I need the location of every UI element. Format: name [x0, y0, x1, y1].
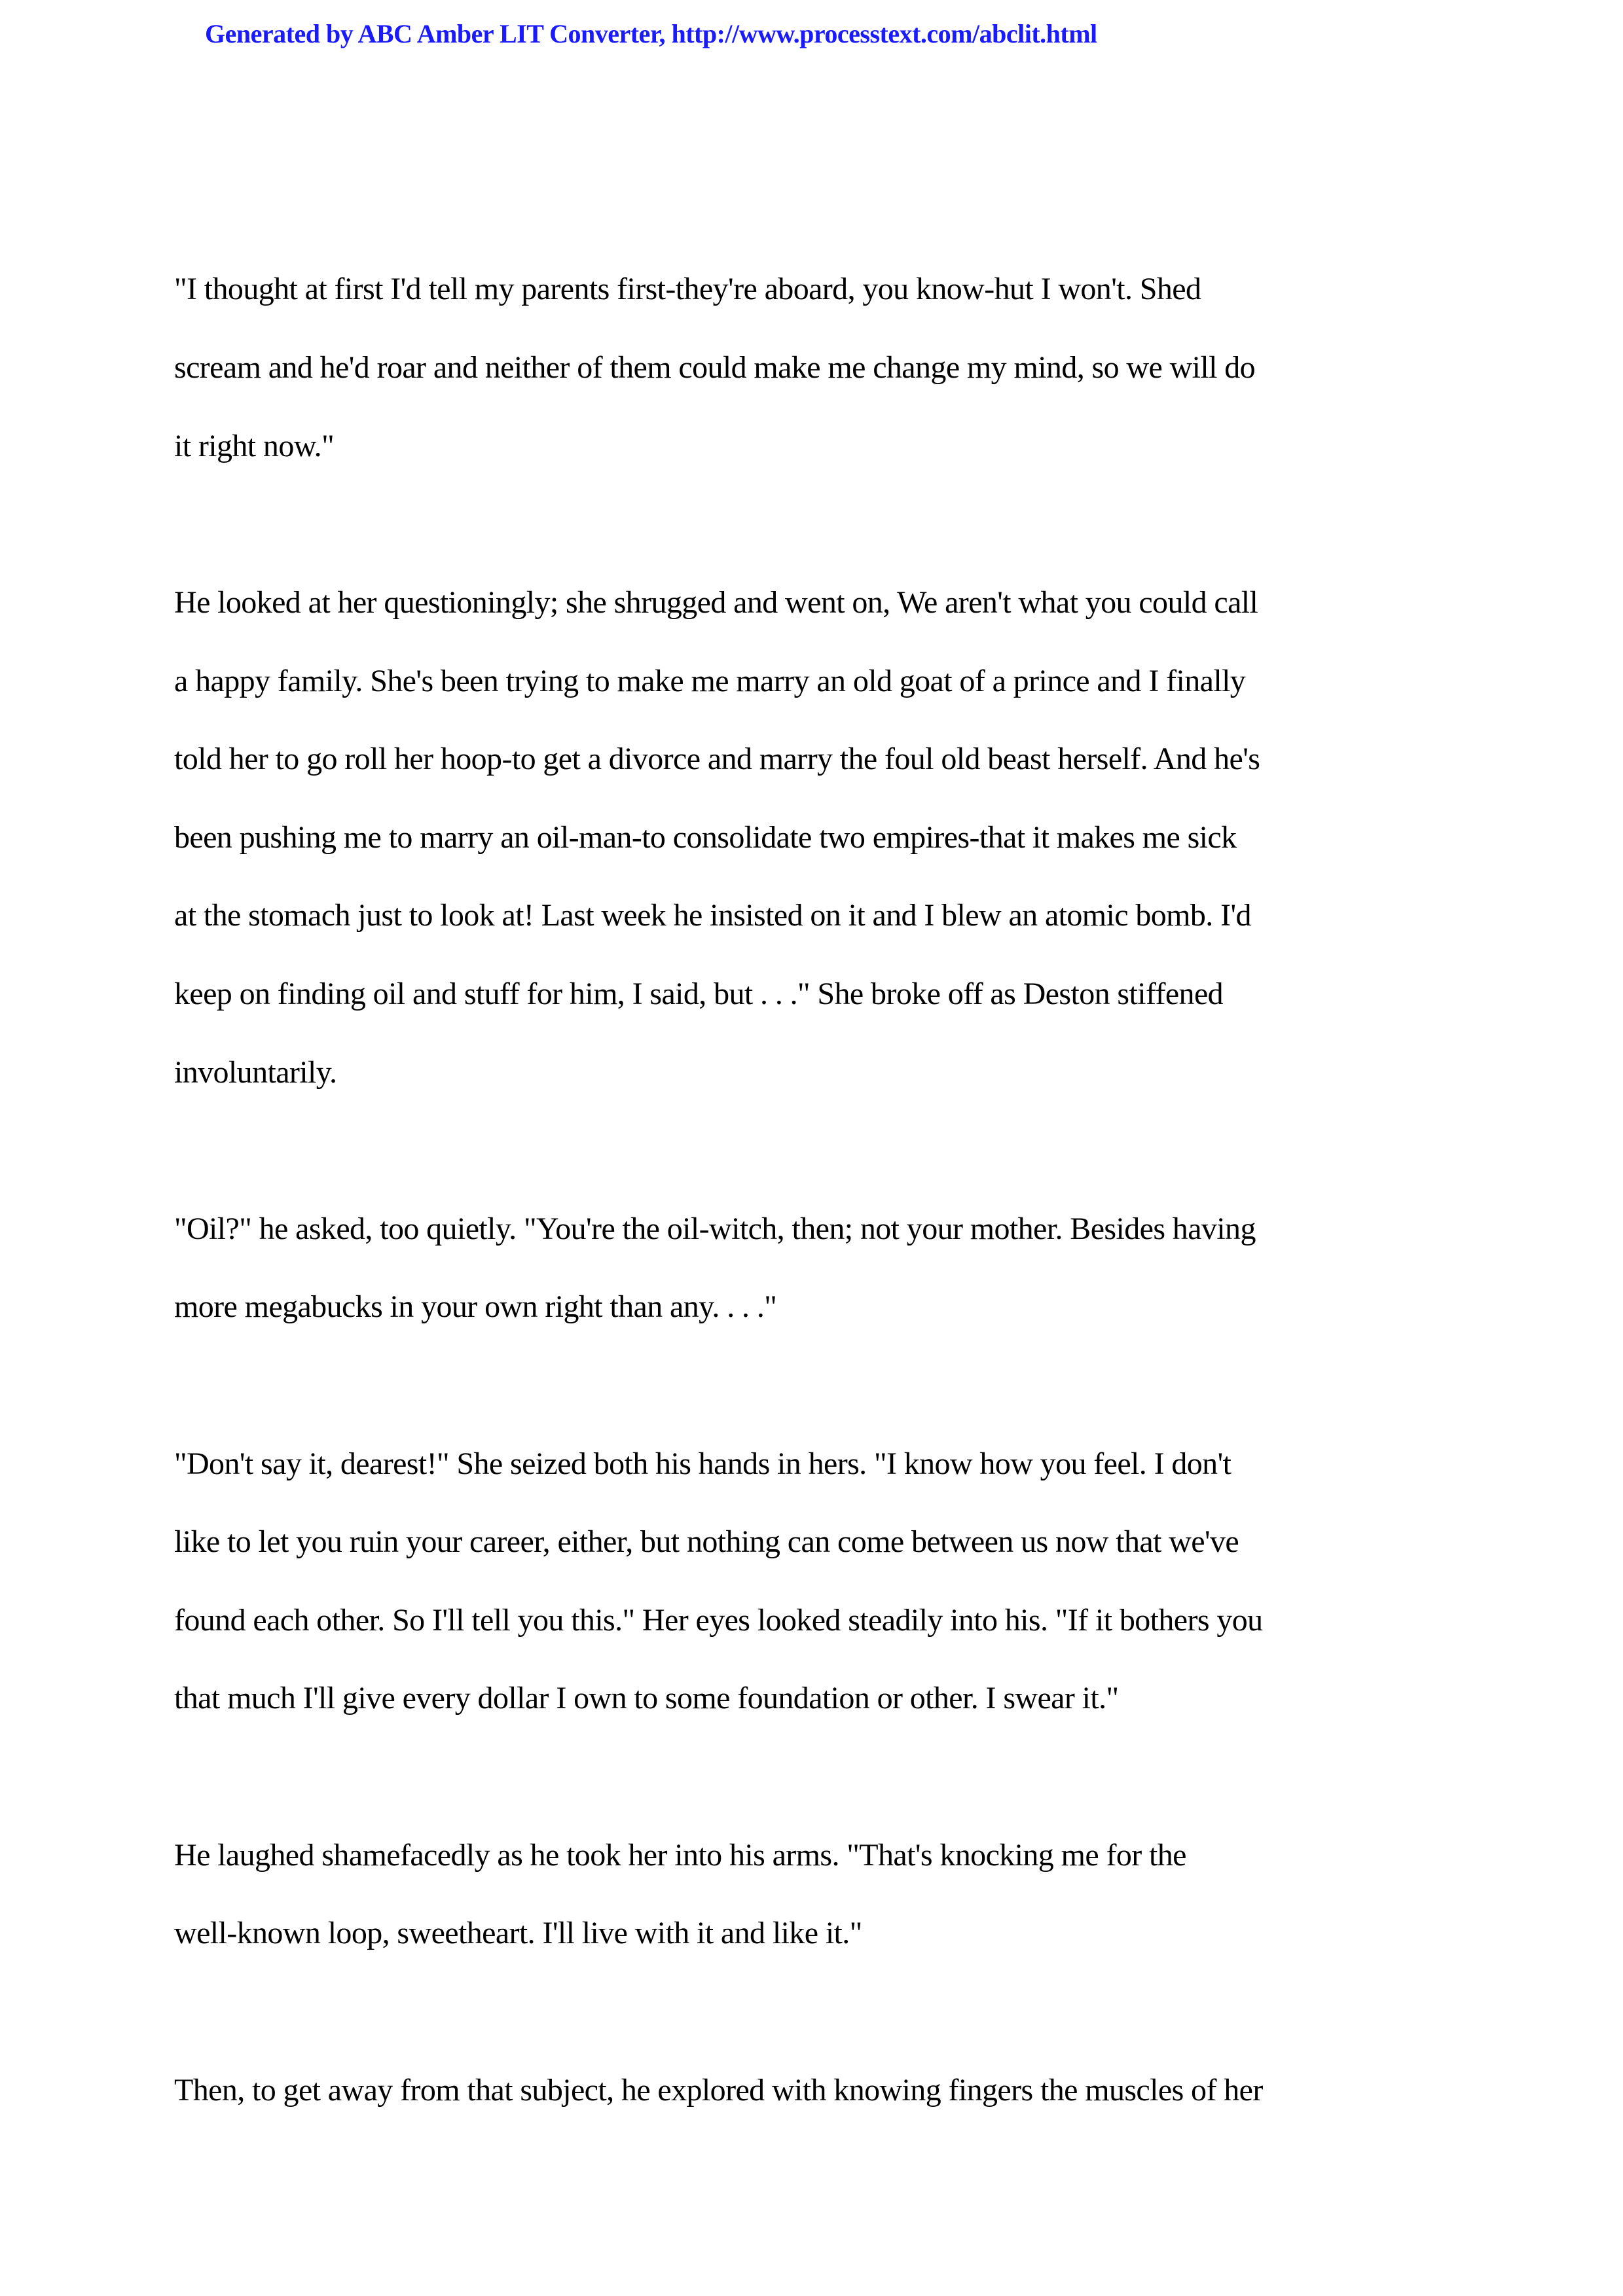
text-line: at the stomach just to look at! Last week he insisted on it and I blew an atomic bomb. I'd [174, 898, 1251, 933]
text-line: been pushing me to marry an oil-man-to consolidate two empires-that it makes me sick [174, 820, 1237, 855]
text-line: it right now." [174, 429, 335, 463]
text-line: involuntarily. [174, 1055, 337, 1090]
text-line: "Oil?" he asked, too quietly. "You're the oil-witch, then; not your mother. Besides having [174, 1211, 1256, 1246]
text-line: keep on finding oil and stuff for him, I said, but . . ." She broke off as Deston stiffened [174, 977, 1224, 1011]
text-line: scream and he'd roar and neither of them could make me change my mind, so we will do [174, 350, 1256, 385]
text-line: that much I'll give every dollar I own to some foundation or other. I swear it." [174, 1681, 1119, 1715]
text-line: He looked at her questioningly; she shrugged and went on, We aren't what you could call [174, 585, 1258, 620]
text-line: Then, to get away from that subject, he explored with knowing fingers the muscles of her [174, 2073, 1263, 2108]
text-line: a happy family. She's been trying to make me marry an old goat of a prince and I finally [174, 664, 1246, 698]
text-line: well-known loop, sweetheart. I'll live with it and like it." [174, 1916, 862, 1950]
text-line: more megabucks in your own right than any. . . ." [174, 1289, 777, 1324]
converter-banner: Generated by ABC Amber LIT Converter, http://www.processtext.com/abclit.html [205, 19, 1097, 48]
text-line: He laughed shamefacedly as he took her into his arms. "That's knocking me for the [174, 1838, 1186, 1873]
text-line: found each other. So I'll tell you this." Her eyes looked steadily into his. "If it bothers you [174, 1603, 1263, 1638]
text-line: told her to go roll her hoop-to get a divorce and marry the foul old beast herself. And he's [174, 742, 1260, 776]
text-line: like to let you ruin your career, either, but nothing can come between us now that we've [174, 1524, 1239, 1559]
text-line: "I thought at first I'd tell my parents first-they're aboard, you know-hut I won't. Shed [174, 272, 1201, 306]
text-line: "Don't say it, dearest!" She seized both his hands in hers. "I know how you feel. I don't [174, 1446, 1231, 1481]
